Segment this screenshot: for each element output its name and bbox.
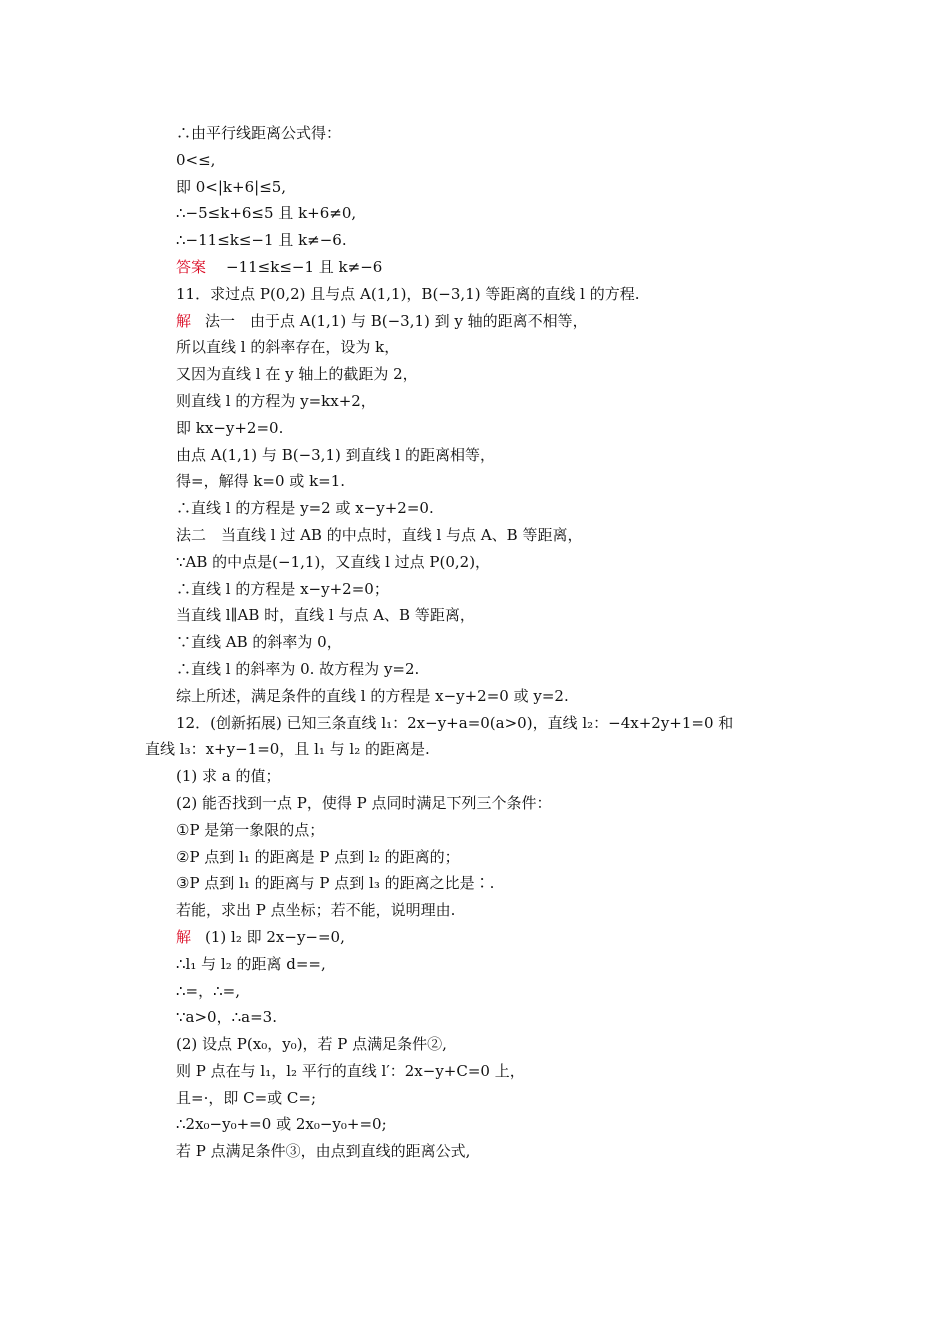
answer-label: 解 <box>176 311 192 330</box>
text-line <box>145 1085 825 1112</box>
line-text: 综上所述，满足条件的直线 l 的方程是 x−y+2=0 或 y=2. <box>176 686 569 705</box>
line-text: 则 P 点在与 l₁，l₂ 平行的直线 l′：2x−y+C=0 上， <box>176 1061 525 1080</box>
line-text: 当直线 l∥AB 时，直线 l 与点 A、B 等距离， <box>176 606 475 625</box>
text-line <box>145 1111 825 1138</box>
text-line <box>145 683 825 710</box>
line-text: 又因为直线 l 在 y 轴上的截距为 2， <box>176 365 418 384</box>
line-text: 由点 A(1,1) 与 B(−3,1) 到直线 l 的距离相等， <box>176 445 495 464</box>
text-line <box>145 334 825 361</box>
line-text: −11≤k≤−1 且 k≠−6 <box>226 257 383 276</box>
text-line <box>145 120 825 147</box>
text-line <box>145 978 825 1005</box>
text-line <box>145 1031 825 1058</box>
line-text: ∴直线 l 的方程是 y=2 或 x−y+2=0. <box>176 499 434 518</box>
text-line <box>145 415 825 442</box>
line-text: ∵AB 的中点是(−1,1)，又直线 l 过点 P(0,2)， <box>176 552 491 571</box>
text-line <box>145 495 825 522</box>
line-text: ∴=，∴=, <box>176 981 240 1000</box>
line-text: ①P 是第一象限的点； <box>176 820 325 839</box>
line-text: ∴l₁ 与 l₂ 的距离 d==, <box>176 954 326 973</box>
line-text: (2) 能否找到一点 P，使得 P 点同时满足下列三个条件： <box>176 793 552 812</box>
line-text: ②P 点到 l₁ 的距离是 P 点到 l₂ 的距离的； <box>176 847 460 866</box>
text-line <box>145 817 825 844</box>
text-line <box>145 897 825 924</box>
line-text: 若 P 点满足条件③，由点到直线的距离公式, <box>176 1142 471 1161</box>
text-line <box>145 1138 825 1165</box>
text-line <box>145 308 825 335</box>
answer-label: 解 <box>176 927 192 946</box>
document-body <box>145 120 825 1165</box>
line-text: 若能，求出 P 点坐标；若不能，说明理由. <box>176 901 456 920</box>
line-text: 即 kx−y+2=0. <box>176 418 284 437</box>
text-line <box>145 656 825 683</box>
text-line <box>145 254 825 281</box>
line-text: 得=，解得 k=0 或 k=1. <box>176 472 346 491</box>
text-line <box>145 844 825 871</box>
text-line <box>145 442 825 469</box>
line-text: 则直线 l 的方程为 y=kx+2， <box>176 391 376 410</box>
line-text: 即 0<|k+6|≤5, <box>176 177 287 196</box>
line-text: (1) l₂ 即 2x−y−=0, <box>205 927 345 946</box>
text-line <box>145 281 825 308</box>
line-text: ∵a>0，∴a=3. <box>176 1008 277 1027</box>
line-text: 0<≤, <box>176 150 216 169</box>
line-text: 12．(创新拓展) 已知三条直线 l₁：2x−y+a=0(a>0)，直线 l₂：−4x+2y+1=0 和 <box>176 713 734 732</box>
line-text: 直线 l₃：x+y−1=0，且 l₁ 与 l₂ 的距离是. <box>145 740 430 759</box>
line-text: ∴−11≤k≤−1 且 k≠−6. <box>176 231 347 250</box>
line-text: 且=·，即 C=或 C=; <box>176 1088 317 1107</box>
line-text: ③P 点到 l₁ 的距离与 P 点到 l₃ 的距离之比是∶. <box>176 874 495 893</box>
text-line <box>145 629 825 656</box>
text-line <box>145 951 825 978</box>
line-text: 11．求过点 P(0,2) 且与点 A(1,1)，B(−3,1) 等距离的直线 l 的方程. <box>176 284 640 303</box>
text-line <box>145 870 825 897</box>
answer-label: 答案 <box>176 257 207 276</box>
line-text: (1) 求 a 的值； <box>176 767 281 786</box>
line-text: 法二 当直线 l 过 AB 的中点时，直线 l 与点 A、B 等距离， <box>176 525 583 544</box>
line-text: 所以直线 l 的斜率存在，设为 k， <box>176 338 400 357</box>
line-text: ∴−5≤k+6≤5 且 k+6≠0, <box>176 204 357 223</box>
text-line <box>145 468 825 495</box>
line-text: ∴直线 l 的方程是 x−y+2=0； <box>176 579 389 598</box>
text-line <box>145 200 825 227</box>
line-text: ∵直线 AB 的斜率为 0， <box>176 633 342 652</box>
line-text: (2) 设点 P(x₀，y₀)，若 P 点满足条件②, <box>176 1035 447 1054</box>
text-line <box>145 602 825 629</box>
text-line <box>145 763 825 790</box>
text-line <box>145 924 825 951</box>
text-line <box>145 710 825 737</box>
text-line <box>145 147 825 174</box>
text-line <box>145 1004 825 1031</box>
text-line <box>145 361 825 388</box>
text-line <box>145 174 825 201</box>
text-line <box>145 227 825 254</box>
text-line <box>145 388 825 415</box>
text-line <box>145 1058 825 1085</box>
line-text: 法一 由于点 A(1,1) 与 B(−3,1) 到 y 轴的距离不相等， <box>205 311 588 330</box>
line-text: ∴由平行线距离公式得： <box>176 124 342 142</box>
text-line <box>145 790 825 817</box>
text-line <box>145 576 825 603</box>
text-line <box>145 522 825 549</box>
line-text: ∴直线 l 的斜率为 0. 故方程为 y=2. <box>176 659 420 678</box>
text-line <box>145 549 825 576</box>
text-line <box>145 736 825 763</box>
line-text: ∴2x₀−y₀+=0 或 2x₀−y₀+=0; <box>176 1115 387 1134</box>
